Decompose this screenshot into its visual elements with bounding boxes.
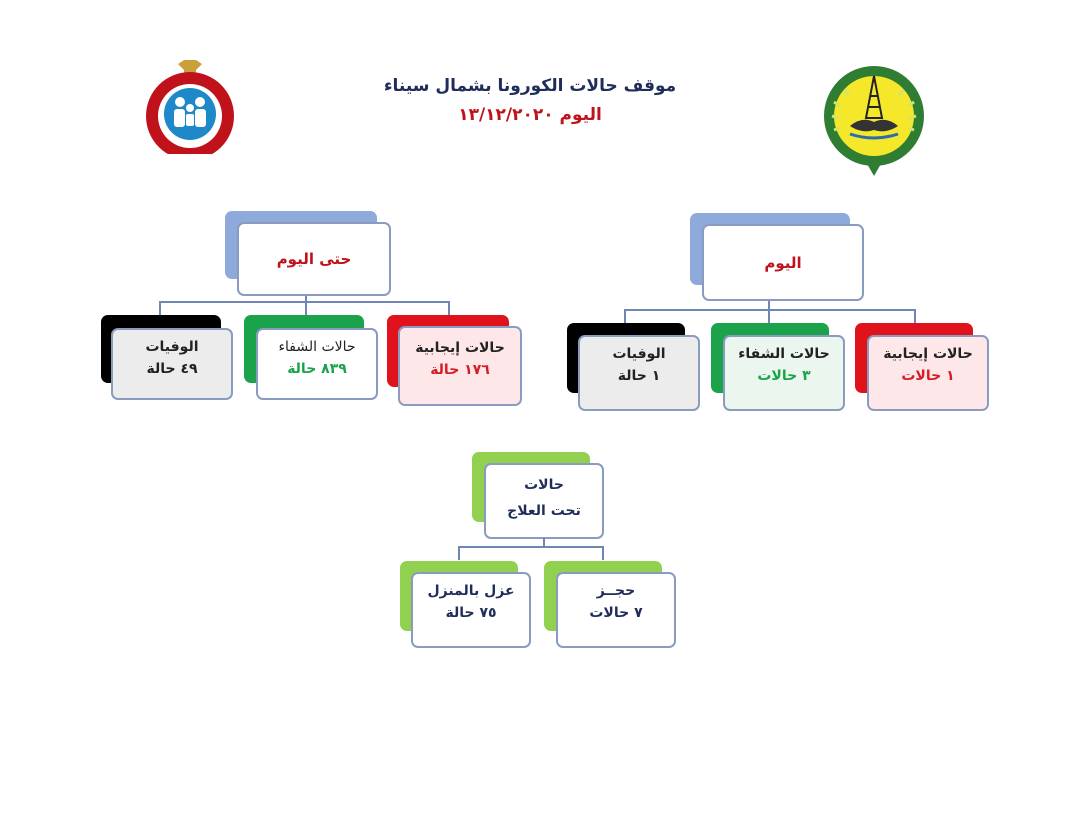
today-positive-card: حالات إيجابية ١ حالات: [867, 335, 989, 411]
cumulative-header-label: حتى اليوم: [276, 250, 352, 268]
connector: [914, 309, 916, 323]
connector: [458, 546, 460, 560]
connector: [305, 301, 307, 315]
north-sinai-emblem: [820, 62, 928, 180]
connector: [768, 309, 770, 323]
connector: [624, 309, 916, 311]
today-header-label: اليوم: [764, 253, 802, 272]
connector: [458, 546, 604, 548]
cumulative-deaths-card: الوفيات ٤٩ حالة: [111, 328, 233, 400]
today-header: [702, 224, 864, 301]
cumulative-header: [237, 222, 391, 296]
cumulative-recovered-card: حالات الشفاء ٨٣٩ حالة: [256, 328, 378, 400]
hospitalized-card: حجــز ٧ حالات: [556, 572, 676, 648]
treatment-header: حالات تحت العلاج: [484, 463, 604, 539]
report-date: اليوم ١٣/١٢/٢٠٢٠: [458, 105, 602, 125]
home-isolation-card: عزل بالمنزل ٧٥ حالة: [411, 572, 531, 648]
connector: [159, 301, 161, 315]
connector: [624, 309, 626, 323]
connector: [448, 301, 450, 315]
connector: [602, 546, 604, 560]
page-title: موقف حالات الكورونا بشمال سيناء: [383, 76, 677, 96]
today-deaths-card: الوفيات ١ حالة: [578, 335, 700, 411]
ministry-of-health-logo: [140, 56, 240, 166]
today-recovered-card: حالات الشفاء ٣ حالات: [723, 335, 845, 411]
cumulative-positive-card: حالات إيجابية ١٧٦ حالة: [398, 326, 522, 406]
